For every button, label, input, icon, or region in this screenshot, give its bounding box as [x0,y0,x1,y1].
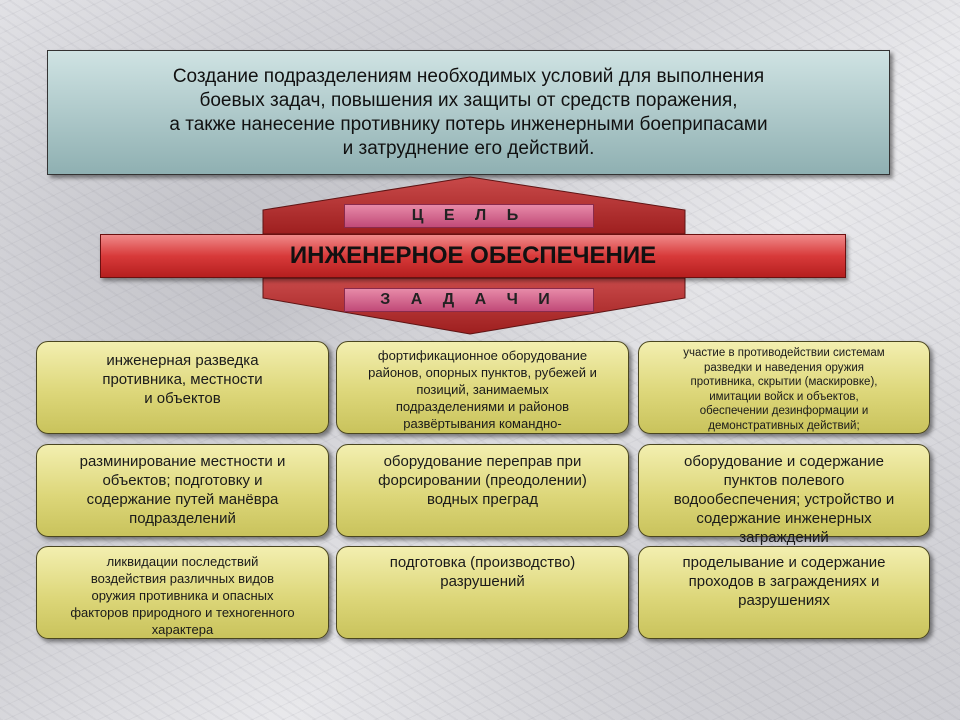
task-box-2 [336,341,629,434]
task-text-4: разминирование местности и объектов; подготовку и содержание путей манёвра подразделений [79,453,286,527]
goal-tag [344,204,594,228]
task-text-3: участие в противодействии системам разведки и наведения оружия противника, скрытии (маскировке), имитации войск и объектов, обеспечении дезинформации и демонстративных действий; [683,347,885,432]
task-box-3 [638,341,930,434]
task-text-2: фортификационное оборудование районов, опорных пунктов, рубежей и позиций, занимаемых подразделениями и районов развёртывания командно- [368,348,597,431]
task-box-5 [336,444,629,537]
banner-title: ИНЖЕНЕРНОЕ ОБЕСПЕЧЕНИЕ [289,242,657,269]
task-text-5: оборудование переправ при форсировании (преодолении) водных преград [378,453,587,508]
task-text-7: ликвидации последствий воздействия различных видов оружия противника и опасных факторов природного и техногенного характера [70,554,295,637]
task-box-1 [36,341,329,434]
task-box-8 [336,546,629,639]
task-box-7 [36,546,329,639]
task-box-4 [36,444,329,537]
task-box-6 [638,444,930,546]
tasks-tag [344,288,594,312]
goal-text: Создание подразделениям необходимых условий для выполнения боевых задач, повышения их защиты от средств поражения, а также нанесение противнику потерь инженерными боеприпасами и затруднение его действий. [169,65,768,159]
task-box-9 [638,546,930,639]
main-banner [100,234,846,278]
task-text-9: проделывание и содержание проходов в заграждениях и разрушениях [682,554,886,609]
tasks-tag-label: З А Д А Ч И [380,291,558,308]
task-text-1: инженерная разведка противника, местности и объектов [102,352,263,407]
goal-tag-label: Ц Е Л Ь [411,207,527,224]
task-text-8: подготовка (производство) разрушений [389,554,576,590]
task-text-6: оборудование и содержание пунктов полевого водообеспечения; устройство и содержание инженерных заграждений [673,453,895,546]
